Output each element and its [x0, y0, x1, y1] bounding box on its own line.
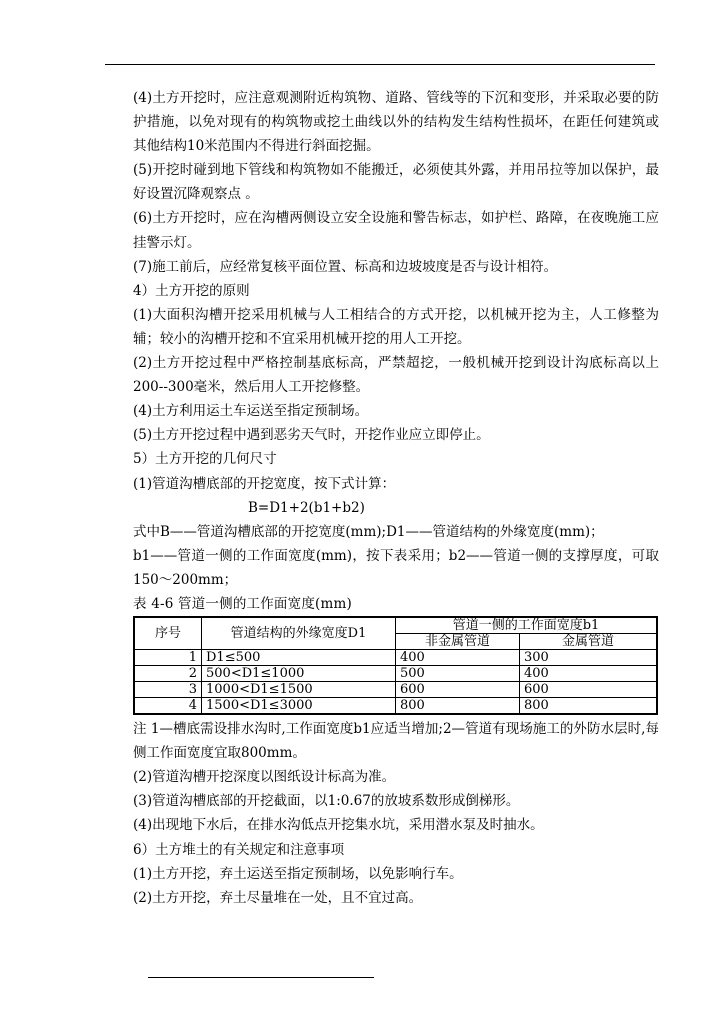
table-note: 注 1—槽底需设排水沟时,工作面宽度b1应适当增加;2—管道有现场施工的外防水层时,每侧工作面宽度宜取800mm。 [133, 721, 659, 762]
header-nonmetal: 非金属管道 [396, 634, 520, 650]
cell-dim: 500<D1≤1000 [202, 666, 396, 682]
cell-metal: 600 [520, 682, 658, 698]
header-dim: 管道结构的外缘宽度D1 [202, 617, 396, 650]
cell-dim: 1500<D1≤3000 [202, 698, 396, 715]
section-heading-principles: 4）土方开挖的原则 [133, 282, 250, 299]
geometry-4: (4)出现地下水后，在排水沟低点开挖集水坑，采用潜水泵及时抽水。 [133, 817, 544, 834]
header-metal: 金属管道 [520, 634, 658, 650]
paragraph-6-safety: (6)土方开挖时，应在沟槽两侧设立安全设施和警告标志，如护栏、路障，在夜晚施工应挂警示灯。 [133, 210, 659, 251]
footer-rule [148, 977, 374, 978]
cell-metal: 400 [520, 666, 658, 682]
paragraph-4-monitoring: (4)土方开挖时，应注意观测附近构筑物、道路、管线等的下沉和变形，并采取必要的防护措施，以免对现有的构筑物或挖土曲线以外的结构发生结构性损坏，在距任何建筑或其他结构10米范围内不得进行斜面挖掘。 [133, 90, 659, 155]
header-group: 管道一侧的工作面宽度b1 [396, 617, 658, 634]
geometry-3: (3)管道沟槽底部的开挖截面，以1:0.67的放坡系数形成倒梯形。 [133, 793, 520, 810]
cell-nonmetal: 500 [396, 666, 520, 682]
paragraph-7-check: (7)施工前后，应经常复核平面位置、标高和边坡坡度是否与设计相符。 [133, 258, 558, 275]
cell-metal: 800 [520, 698, 658, 715]
header-seq: 序号 [134, 617, 202, 650]
cell-dim: 1000<D1≤1500 [202, 682, 396, 698]
cell-nonmetal: 800 [396, 698, 520, 715]
geometry-1: (1)管道沟槽底部的开挖宽度，按下式计算： [133, 475, 396, 492]
spoil-1: (1)土方开挖，弃土运送至指定预制场，以免影响行车。 [133, 865, 463, 882]
cell-seq: 3 [134, 682, 202, 698]
spoil-2: (2)土方开挖，弃土尽量堆在一处，且不宜过高。 [133, 889, 423, 906]
cell-nonmetal: 600 [396, 682, 520, 698]
after-table-section [133, 717, 659, 910]
principle-2: (2)土方开挖过程中严格控制基底标高，严禁超挖，一般机械开挖到设计沟底标高以上200--300毫米，然后用人工开挖修整。 [133, 355, 659, 396]
cell-seq: 4 [134, 698, 202, 715]
table-row [134, 666, 657, 682]
paragraph-5-utilities: (5)开挖时碰到地下管线和构筑物如不能搬迁，必须使其外露，并用吊拉等加以保护，最好设置沉降观察点 。 [133, 162, 659, 203]
table-row [134, 698, 657, 715]
section-heading-spoil: 6）土方堆土的有关规定和注意事项 [133, 841, 345, 858]
principle-4: (4)土方利用运土车运送至指定预制场。 [133, 403, 369, 420]
formula-note-1: 式中B——管道沟槽底部的开挖宽度(mm);D1——管道结构的外缘宽度(mm)； [133, 523, 604, 540]
section-heading-geometry: 5）土方开挖的几何尺寸 [133, 451, 277, 468]
cell-nonmetal: 400 [396, 650, 520, 666]
work-width-table [133, 616, 658, 715]
table-row [134, 682, 657, 698]
cell-seq: 2 [134, 666, 202, 682]
principle-1: (1)大面积沟槽开挖采用机械与人工相结合的方式开挖，以机械开挖为主，人工修整为辅；较小的沟槽开挖和不宜采用机械开挖的用人工开挖。 [133, 306, 659, 347]
document-body [133, 86, 659, 910]
geometry-2: (2)管道沟槽开挖深度以图纸设计标高为准。 [133, 769, 396, 786]
formula-note-2: b1——管道一侧的工作面宽度(mm)，按下表采用；b2——管道一侧的支撑厚度，可取150～200mm； [133, 547, 659, 588]
header-rule [105, 64, 655, 65]
principle-5: (5)土方开挖过程中遇到恶劣天气时，开挖作业应立即停止。 [133, 427, 490, 444]
cell-seq: 1 [134, 650, 202, 666]
table-caption: 表 4-6 管道一侧的工作面宽度(mm) [133, 595, 352, 612]
width-formula: B=D1+2(b1+b2) [248, 499, 365, 516]
cell-metal: 300 [520, 650, 658, 666]
table-row [134, 650, 657, 666]
cell-dim: D1≤500 [202, 650, 396, 666]
